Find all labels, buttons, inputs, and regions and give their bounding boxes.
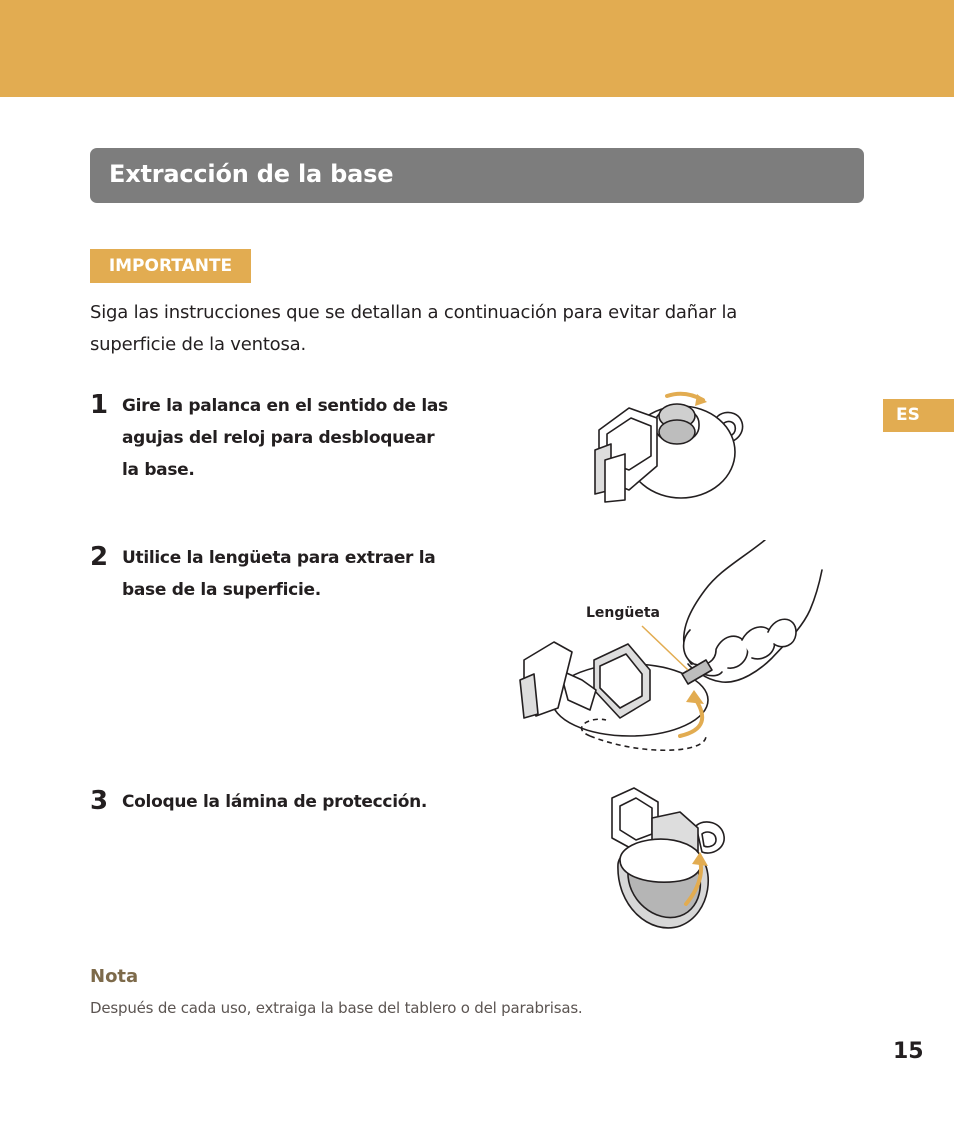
section-header-bar [90, 148, 864, 203]
intro-line-1: Siga las instrucciones que se detallan a continuación para evitar dañar la [90, 302, 738, 323]
illustration-rotate-lever [585, 390, 755, 510]
step-1-line-1: Gire la palanca en el sentido de las [122, 396, 448, 416]
illustration-protection-sheet [600, 784, 740, 934]
step-1-number: 1 [90, 390, 109, 420]
step-1-line-3: la base. [122, 460, 195, 480]
step-1-line-2: agujas del reloj para desbloquear [122, 428, 435, 448]
page-number: 15 [893, 1039, 924, 1064]
note-text: Después de cada uso, extraiga la base del tablero o del parabrisas. [90, 999, 583, 1017]
note-heading: Nota [90, 966, 139, 987]
intro-paragraph [90, 297, 810, 361]
tab-callout-label: Lengüeta [586, 605, 661, 621]
illustration-tab-extraction [510, 540, 830, 760]
important-badge: IMPORTANTE [90, 249, 251, 283]
step-3-number: 3 [90, 786, 109, 816]
section-title: Extracción de la base [109, 160, 394, 188]
top-color-band [0, 0, 954, 97]
step-1-text [122, 390, 492, 486]
step-2-line-2: base de la superficie. [122, 580, 321, 600]
language-tab: ES [883, 399, 954, 432]
step-2-number: 2 [90, 542, 109, 572]
step-3-text [122, 786, 492, 818]
step-3-line-1: Coloque la lámina de protección. [122, 792, 428, 812]
intro-line-2: superficie de la ventosa. [90, 334, 307, 355]
step-2-line-1: Utilice la lengüeta para extraer la [122, 548, 436, 568]
step-2-text [122, 542, 492, 606]
